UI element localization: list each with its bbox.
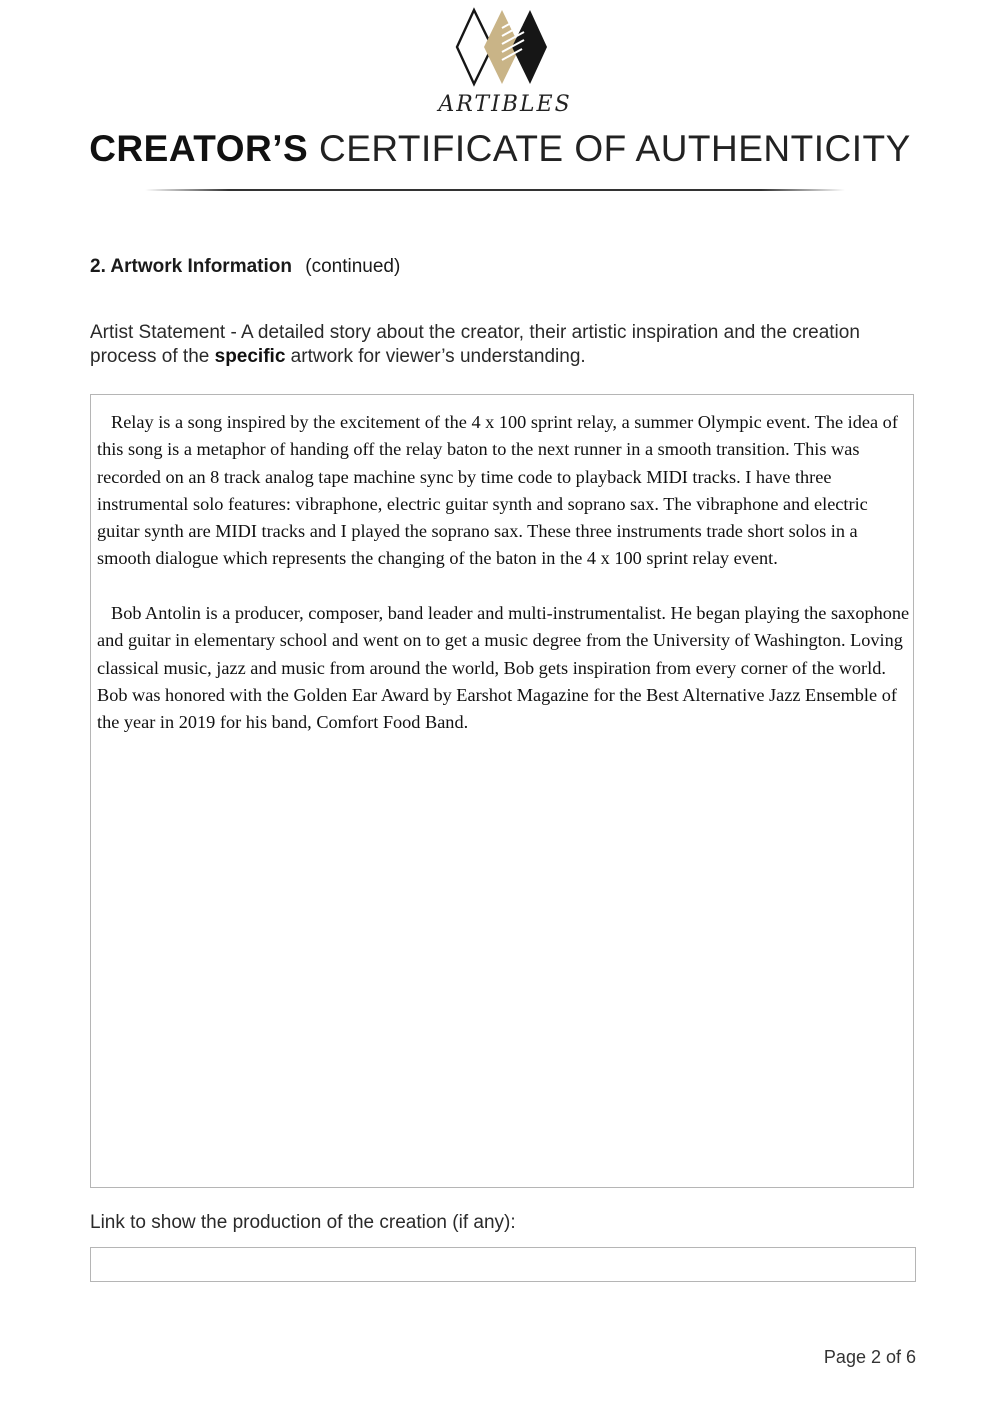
section-heading (90, 256, 400, 278)
statement-paragraph: Relay is a song inspired by the excitement of the 4 x 100 sprint relay, a summer Olympic event. The idea of this song is a metaphor of handing off the relay baton to the next runner in a smooth transition. This was recorded on an 8 track analog tape machine sync by time code to playback MIDI tracks. I have three instrumental solo features: vibraphone, electric guitar synth and soprano sax. The vibraphone and electric guitar synth are MIDI tracks and I played the soprano sax. These three instruments trade short solos in a smooth dialogue which represents the changing of the baton in the 4 x 100 sprint relay event. (97, 412, 898, 569)
artist-statement-field[interactable] (90, 394, 914, 1188)
section-continued: (continued) (305, 256, 401, 277)
artist-statement-text (97, 409, 911, 737)
section-heading-text: 2. Artwork Information (90, 256, 292, 277)
production-link-input[interactable] (90, 1247, 916, 1282)
title-bold: CREATOR’S (89, 128, 309, 169)
statement-paragraph: Bob Antolin is a producer, composer, band leader and multi-instrumentalist. He began playing the saxophone and guitar in elementary school and went on to get a music degree from the University of Washington. Loving classical music, jazz and music from around the world, Bob gets inspiration from every corner of the world. Bob was honored with the Golden Ear Award by Earshot Magazine for the Best Alternative Jazz Ensemble of the year in 2019 for his band, Comfort Food Band. (97, 603, 910, 733)
page-number: Page 2 of 6 (823, 1347, 916, 1367)
brand-wordmark: ARTIBLES (438, 92, 572, 117)
artist-statement-instructions (90, 321, 890, 369)
instructions-after: artwork for viewer’s understanding. (285, 346, 586, 367)
instructions-before: Artist Statement - A detailed story about the creator, their artistic inspiration and the creation process of the (90, 322, 860, 367)
instructions-emphasis: specific (214, 346, 286, 367)
title-rest: CERTIFICATE OF AUTHENTICITY (318, 128, 911, 169)
title-divider (145, 189, 845, 191)
production-link-label: Link to show the production of the creation (if any): (90, 1212, 516, 1233)
page-title (0, 128, 1000, 170)
artibles-logo-icon (452, 6, 552, 88)
